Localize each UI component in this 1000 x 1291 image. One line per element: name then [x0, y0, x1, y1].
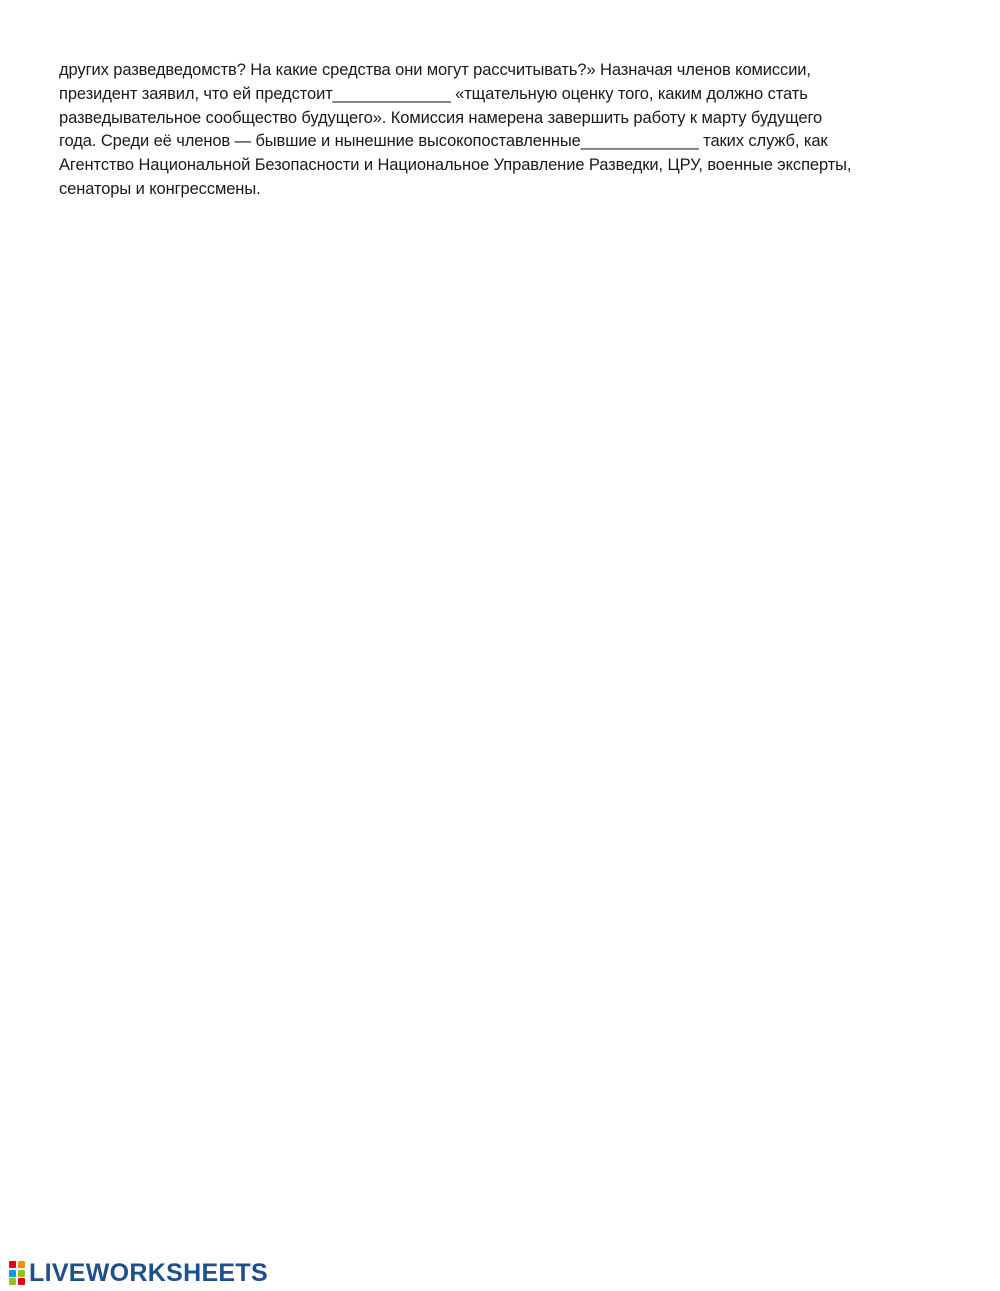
text-line-1: других разведведомств? На какие средства они могут рассчитывать?» Назначая членов комиссии, — [59, 61, 811, 79]
liveworksheets-logo — [9, 1260, 268, 1286]
text-line-5: Агентство Национальной Безопасности и Национальное Управление Разведки, ЦРУ, военные эксперты, — [59, 156, 852, 175]
text-line-6: сенаторы и конгрессмены. — [59, 179, 261, 198]
worksheet-text — [59, 59, 959, 202]
liveworksheets-blocks-icon — [9, 1261, 25, 1285]
text-line-3: разведывательное сообщество будущего». Комиссия намерена завершить работу к марту будущего — [59, 108, 823, 127]
text-line-4: года. Среди её членов — бывшие и нынешние высокопоставленные_____________ таких служб, как — [59, 132, 828, 151]
logo-wordmark: LIVEWORKSHEETS — [29, 1259, 268, 1287]
text-line-2: президент заявил, что ей предстоит_____________ «тщательную оценку того, каким должно стать — [59, 84, 808, 103]
